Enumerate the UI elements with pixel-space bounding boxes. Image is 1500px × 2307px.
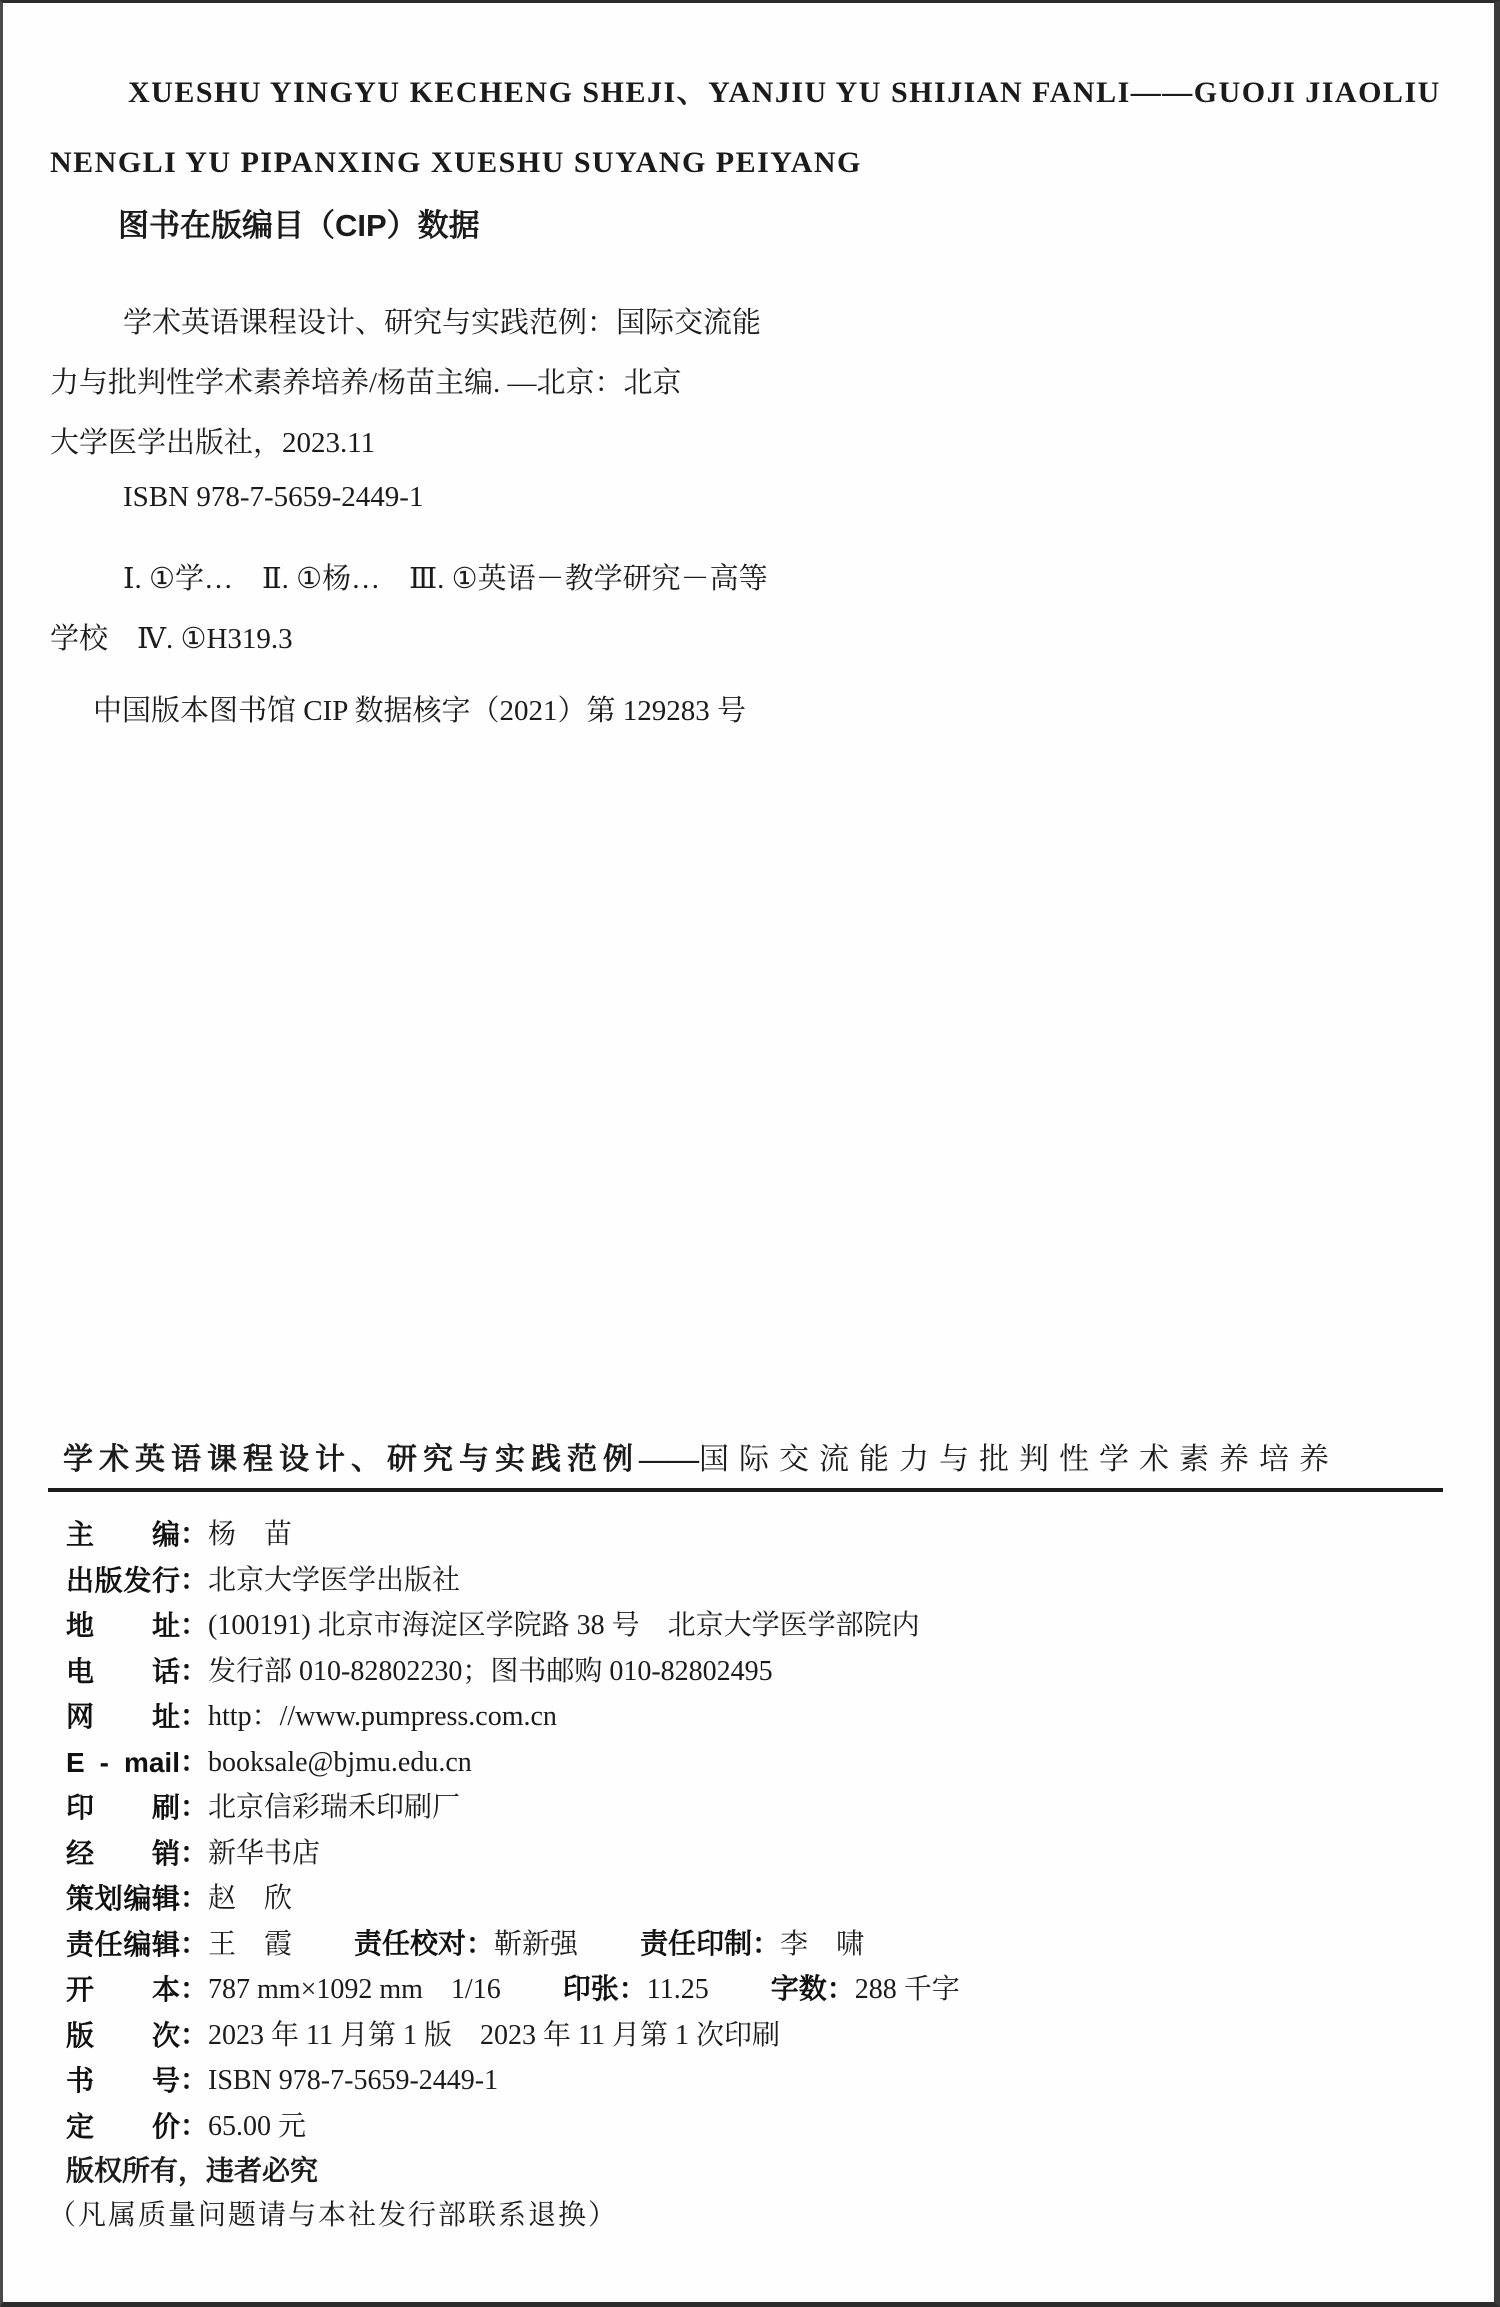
pinyin-title-line2: NENGLI YU PIPANXING XUESHU SUYANG PEIYANG	[50, 146, 862, 179]
info-pair	[66, 1694, 557, 1740]
publication-info-row	[66, 1694, 1448, 1740]
info-label: 电 话 ：	[66, 1654, 209, 1687]
classification-line1: Ⅰ. ①学… Ⅱ. ①杨… Ⅲ. ①英语－教学研究－高等	[123, 563, 768, 595]
info-value: booksale@bjmu.edu.cn	[208, 1746, 472, 1778]
info-label: 责任印制：	[640, 1927, 781, 1959]
cip-block	[50, 73, 1441, 741]
cip-classification	[50, 549, 1060, 669]
info-label: 责 任 编 辑 ：	[66, 1927, 209, 1960]
publication-info-list	[66, 1512, 1448, 2149]
publication-info-row	[66, 1603, 1448, 1649]
cip-description-line1: 学术英语课程设计、研究与实践范例：国际交流能	[123, 307, 762, 339]
info-pair	[66, 1922, 292, 1968]
info-label: 网 址 ：	[66, 1700, 209, 1732]
info-pair	[66, 2104, 306, 2150]
info-value: 王 霞	[208, 1928, 293, 1960]
info-label: 印张：	[562, 1973, 647, 2004]
cip-description-line3: 大学医学出版社，2023.11	[50, 427, 376, 459]
info-pair	[66, 2013, 780, 2059]
info-value: 65.00 元	[208, 2110, 307, 2142]
info-value: 发行部 010-82802230；图书邮购 010-82802495	[208, 1655, 773, 1687]
publication-info-row	[66, 1967, 1448, 2013]
info-label: 版 次 ：	[66, 2018, 209, 2051]
book-title-subtitle: 国际交流能力与批判性学术素养培养	[699, 1443, 1339, 1476]
info-value: 李 啸	[780, 1928, 865, 1960]
info-label: 出 版 发 行 ：	[66, 1563, 209, 1596]
isbn-line: ISBN 978-7-5659-2449-1	[123, 481, 424, 513]
info-value: 288 千字	[854, 1974, 960, 2005]
info-value: 2023 年 11 月第 1 版 2023 年 11 月第 1 次印刷	[208, 2019, 780, 2051]
publication-info-row	[66, 1876, 1448, 1922]
info-value: 11.25	[646, 1974, 709, 2005]
colophon-block	[48, 1440, 1448, 2238]
info-pair	[771, 1967, 960, 2013]
info-label: 开 本 ：	[66, 1973, 209, 2005]
info-pair	[66, 1603, 920, 1649]
info-label: 经 销 ：	[66, 1836, 209, 1869]
info-label: 主 编 ：	[66, 1518, 209, 1550]
info-pair	[66, 1649, 773, 1695]
info-pair	[563, 1967, 709, 2013]
classification-line2: 学校 Ⅳ. ①H319.3	[50, 623, 293, 655]
info-pair	[66, 1831, 320, 1877]
info-value: 787 mm×1092 mm 1/16	[208, 1974, 501, 2005]
info-value: http：//www.pumpress.com.cn	[208, 1701, 557, 1732]
publication-info-row	[66, 1558, 1448, 1604]
publication-info-row	[66, 1785, 1448, 1831]
info-label: 印 刷 ：	[66, 1791, 209, 1823]
publication-info-row	[66, 2013, 1448, 2059]
info-pair	[354, 1922, 578, 1968]
info-value: (100191) 北京市海淀区学院路 38 号 北京大学医学部院内	[208, 1610, 920, 1641]
horizontal-rule	[48, 1488, 1443, 1492]
info-pair	[66, 1785, 460, 1831]
quality-return-note: （凡属质量问题请与本社发行部联系退换）	[48, 2199, 619, 2231]
info-label: 策 划 编 辑 ：	[66, 1882, 209, 1914]
info-pair	[66, 2058, 498, 2104]
info-pair	[66, 1740, 472, 1786]
publication-info-row	[66, 1740, 1448, 1786]
book-title-main: 学术英语课程设计、研究与实践范例	[63, 1443, 639, 1476]
info-pair	[66, 1876, 292, 1922]
info-value: 靳新强	[494, 1928, 579, 1960]
info-value: 杨 苗	[208, 1519, 293, 1550]
publication-info-row	[66, 1512, 1448, 1558]
info-label: 责任校对：	[354, 1927, 495, 1959]
info-pair	[640, 1922, 864, 1968]
info-pair	[66, 1558, 460, 1604]
info-value: 新华书店	[208, 1837, 321, 1869]
info-label: 字数：	[770, 1973, 855, 2004]
publication-info-row	[66, 1831, 1448, 1877]
book-title	[63, 1440, 1448, 1480]
cip-description-line2: 力与批判性学术素养培养/杨苗主编. —北京：北京	[50, 367, 682, 399]
copyright-notice: 版权所有，违者必究	[66, 2155, 319, 2186]
info-value: 北京信彩瑞禾印刷厂	[208, 1792, 461, 1823]
cip-record-number: 中国版本图书馆 CIP 数据核字（2021）第 129283 号	[93, 695, 747, 727]
cip-heading: 图书在版编目（CIP）数据	[118, 208, 480, 243]
info-value: 赵 欣	[208, 1883, 293, 1914]
info-value: 北京大学医学出版社	[208, 1564, 461, 1596]
info-label: E - mail ：	[66, 1745, 209, 1778]
cip-description	[50, 293, 1060, 473]
info-value: ISBN 978-7-5659-2449-1	[208, 2065, 499, 2096]
publication-info-row	[66, 2058, 1448, 2104]
info-label: 地 址 ：	[66, 1609, 209, 1641]
publication-info-row	[66, 2104, 1448, 2150]
info-pair	[66, 1967, 501, 2013]
info-label: 书 号 ：	[66, 2064, 209, 2096]
info-pair	[66, 1512, 292, 1558]
info-label: 定 价 ：	[66, 2109, 209, 2142]
pinyin-title-line1: XUESHU YINGYU KECHENG SHEJI、YANJIU YU SHIJIAN FANLI——GUOJI JIAOLIU	[128, 76, 1441, 109]
book-title-dash: ——	[639, 1443, 699, 1476]
publication-info-row	[66, 1922, 1448, 1968]
publication-info-row	[66, 1649, 1448, 1695]
